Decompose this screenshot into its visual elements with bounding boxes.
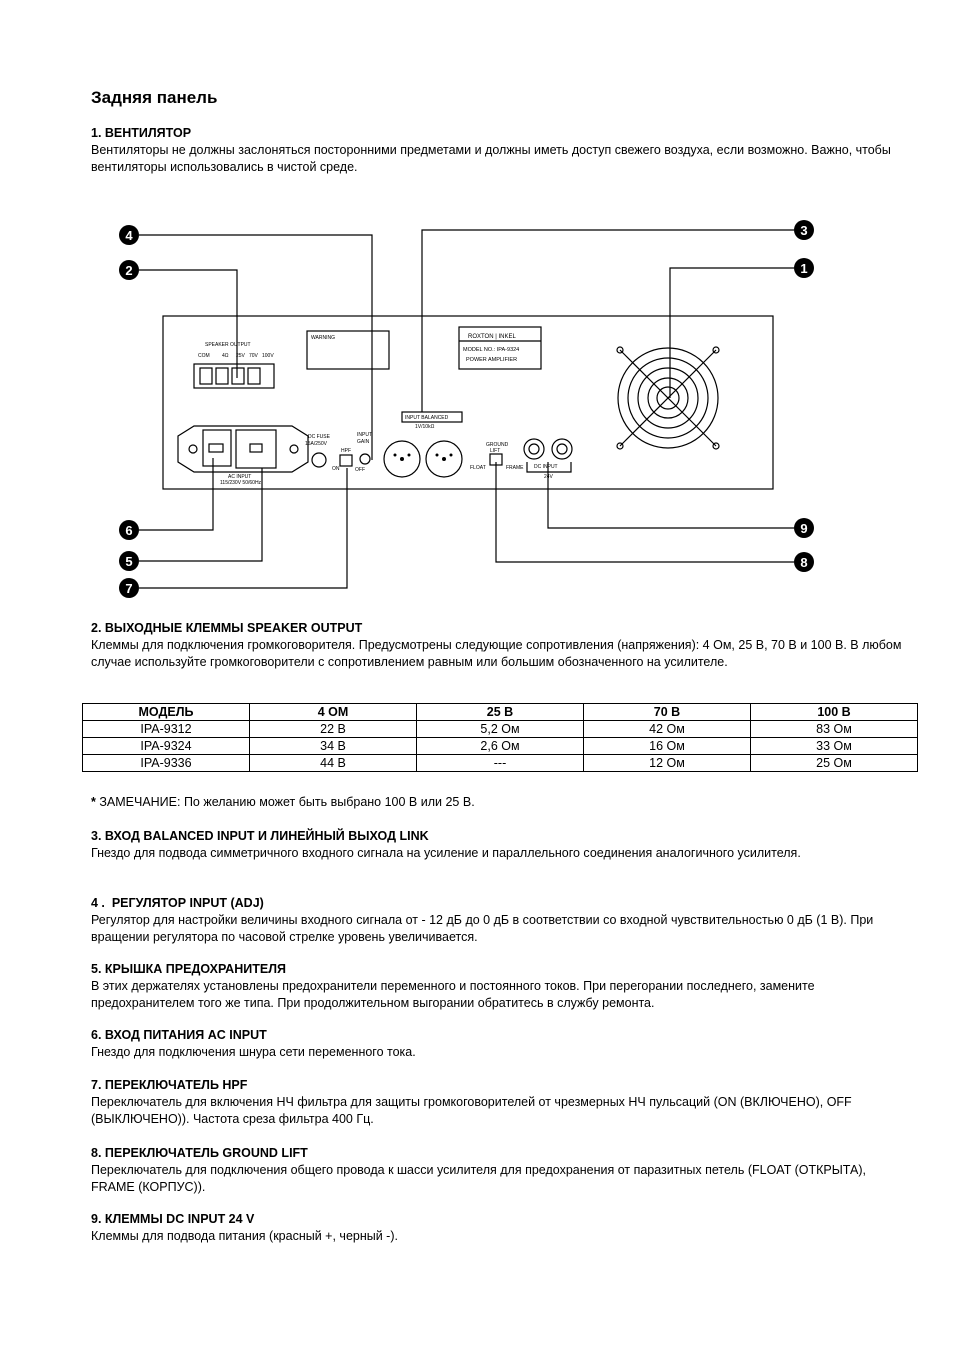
svg-text:7: 7 <box>125 581 133 596</box>
section-text: Вентиляторы не должны заслоняться посторонними предметами и должны иметь доступ свежего воздуха, если возможно. Важно, чтобы вентиляторы использовались в чистой среде. <box>91 143 891 174</box>
section-fuse <box>91 961 913 1012</box>
section-hpf <box>91 1077 913 1128</box>
gain-label: GAIN <box>357 439 370 445</box>
lift-label: LIFT <box>490 448 501 454</box>
svg-text:2: 2 <box>125 263 133 278</box>
section-speaker-output <box>91 620 913 671</box>
com-label: COM <box>198 353 210 359</box>
callout-1 <box>794 258 814 278</box>
svg-text:4: 4 <box>125 228 133 243</box>
table-cell: 16 Ом <box>584 738 751 755</box>
svg-text:9: 9 <box>800 521 808 536</box>
svg-text:8: 8 <box>800 555 808 570</box>
table-cell: 22 В <box>250 721 417 738</box>
section-dc-input <box>91 1211 913 1245</box>
panel-outline <box>163 316 773 489</box>
dc-fuse-label: DC FUSE <box>308 434 330 440</box>
table-cell: --- <box>417 755 584 772</box>
table-header-row <box>83 704 918 721</box>
off-label: OFF <box>355 467 365 473</box>
dc-fuse-rating-label: 15A/250V <box>305 441 327 447</box>
section-heading: 8. ПЕРЕКЛЮЧАТЕЛЬ GROUND LIFT <box>91 1146 308 1160</box>
ground-label: GROUND <box>486 442 509 448</box>
section-heading: 1. ВЕНТИЛЯТОР <box>91 126 192 140</box>
section-heading: 4 . РЕГУЛЯТОР INPUT (ADJ) <box>91 896 264 910</box>
table-header: 100 В <box>751 704 918 721</box>
float-label: FLOAT <box>470 465 486 471</box>
callout-5 <box>119 551 139 571</box>
callout-3 <box>794 220 814 240</box>
note-star: * <box>91 795 96 809</box>
table-cell: 42 Ом <box>584 721 751 738</box>
callout-2 <box>119 260 139 280</box>
dc-input-label: DC INPUT <box>534 464 558 470</box>
section-text: Клеммы для подключения громкоговорителя. Предусмотрены следующие сопротивления (напряжения): 4 Ом, 25 В, 70 В и 100 В. В любом случае используйте громкоговорители с сопротивлением равным или большим обозначенного на усилителе. <box>91 638 902 669</box>
table-row <box>83 738 918 755</box>
table-cell: 44 В <box>250 755 417 772</box>
input-level-label: 1V/10kΩ <box>415 424 435 430</box>
table-cell: 33 Ом <box>751 738 918 755</box>
note <box>91 794 475 811</box>
table-header: 4 ОМ <box>250 704 417 721</box>
model-label: MODEL NO.: IPA-9324 <box>463 347 520 353</box>
table-cell: IPA-9336 <box>83 755 250 772</box>
table-cell: 5,2 Ом <box>417 721 584 738</box>
table-cell: 2,6 Ом <box>417 738 584 755</box>
ac-input-label: AC INPUT <box>228 474 252 480</box>
table-header: МОДЕЛЬ <box>83 704 250 721</box>
power-amp-label: POWER AMPLIFIER <box>466 357 518 363</box>
callout-9 <box>794 518 814 538</box>
section-fan <box>91 125 913 176</box>
page-title: Задняя панель <box>91 88 218 107</box>
section-ac-input <box>91 1027 913 1061</box>
callout-4 <box>119 225 139 245</box>
section-ground-lift <box>91 1145 913 1196</box>
table-row <box>83 721 918 738</box>
table-header: 70 В <box>584 704 751 721</box>
brand-label: ROXTON | INKEL <box>468 334 516 340</box>
section-heading: 7. ПЕРЕКЛЮЧАТЕЛЬ HPF <box>91 1078 248 1092</box>
table-cell: IPA-9312 <box>83 721 250 738</box>
table-cell: 25 Ом <box>751 755 918 772</box>
svg-text:3: 3 <box>800 223 808 238</box>
callout-8 <box>794 552 814 572</box>
rear-panel-diagram <box>0 210 954 610</box>
ohm4-label: 4Ω <box>222 353 229 359</box>
section-heading: 3. ВХОД BALANCED INPUT И ЛИНЕЙНЫЙ ВЫХОД LINK <box>91 829 429 843</box>
warning-label: WARNING <box>311 335 335 341</box>
frame-label: FRAME <box>506 465 524 471</box>
table-header: 25 В <box>417 704 584 721</box>
section-balanced-input <box>91 828 913 862</box>
impedance-table <box>82 703 918 772</box>
section-heading: 5. КРЫШКА ПРЕДОХРАНИТЕЛЯ <box>91 962 286 976</box>
hpf-label: HPF <box>341 448 351 454</box>
note-text: ЗАМЕЧАНИЕ: По желанию может быть выбрано 100 В или 25 В. <box>95 795 475 809</box>
v25-label: 25V <box>236 353 245 359</box>
callout-6 <box>119 520 139 540</box>
speaker-output-label: SPEAKER OUTPUT <box>205 342 251 348</box>
section-heading: 6. ВХОД ПИТАНИЯ AC INPUT <box>91 1028 267 1042</box>
v70-label: 70V <box>249 353 258 359</box>
section-text: Переключатель для включения НЧ фильтра для защиты громкоговорителей от чрезмерных НЧ пульсаций (ON (ВКЛЮЧЕНО), OFF (ВЫКЛЮЧЕНО)). Частота среза фильтра 400 Гц. <box>91 1095 852 1126</box>
dc-voltage-label: 24V <box>544 474 553 480</box>
section-text: Клеммы для подвода питания (красный +, черный -). <box>91 1229 398 1243</box>
section-input-adj <box>91 895 913 946</box>
v100-label: 100V <box>262 353 274 359</box>
ac-rating-label: 115/230V 50/60Hz <box>220 480 262 486</box>
table-cell: 83 Ом <box>751 721 918 738</box>
input-balanced-label: INPUT BALANCED <box>405 415 449 421</box>
section-text: Регулятор для настройки величины входного сигнала от - 12 дБ до 0 дБ в соответствии со входной чувствительностью 0 дБ (1 В). При вращении регулятора по часовой стрелке уровень увеличивается. <box>91 913 874 944</box>
table-row <box>83 755 918 772</box>
section-text: В этих держателях установлены предохранители переменного и постоянного токов. При перегорании последнего, замените предохранителем того же типа. При продолжительном выгорании обратитесь в службу ремонта. <box>91 979 815 1010</box>
on-label: ON <box>332 466 340 472</box>
svg-text:6: 6 <box>125 523 133 538</box>
table-cell: 12 Ом <box>584 755 751 772</box>
section-text: Переключатель для подключения общего провода к шасси усилителя для предохранения от паразитных петель (FLOAT (ОТКРЫТА), FRAME (КОРПУС)). <box>91 1163 866 1194</box>
section-text: Гнездо для подключения шнура сети переменного тока. <box>91 1045 416 1059</box>
table-cell: 34 В <box>250 738 417 755</box>
table-cell: IPA-9324 <box>83 738 250 755</box>
svg-text:1: 1 <box>800 261 808 276</box>
callout-7 <box>119 578 139 598</box>
input-label: INPUT <box>357 432 372 438</box>
svg-text:5: 5 <box>125 554 133 569</box>
section-heading: 2. ВЫХОДНЫЕ КЛЕММЫ SPEAKER OUTPUT <box>91 621 363 635</box>
section-text: Гнездо для подвода симметричного входного сигнала на усиление и параллельного соединения аналогичного усилителя. <box>91 846 801 860</box>
section-heading: 9. КЛЕММЫ DC INPUT 24 V <box>91 1212 255 1226</box>
